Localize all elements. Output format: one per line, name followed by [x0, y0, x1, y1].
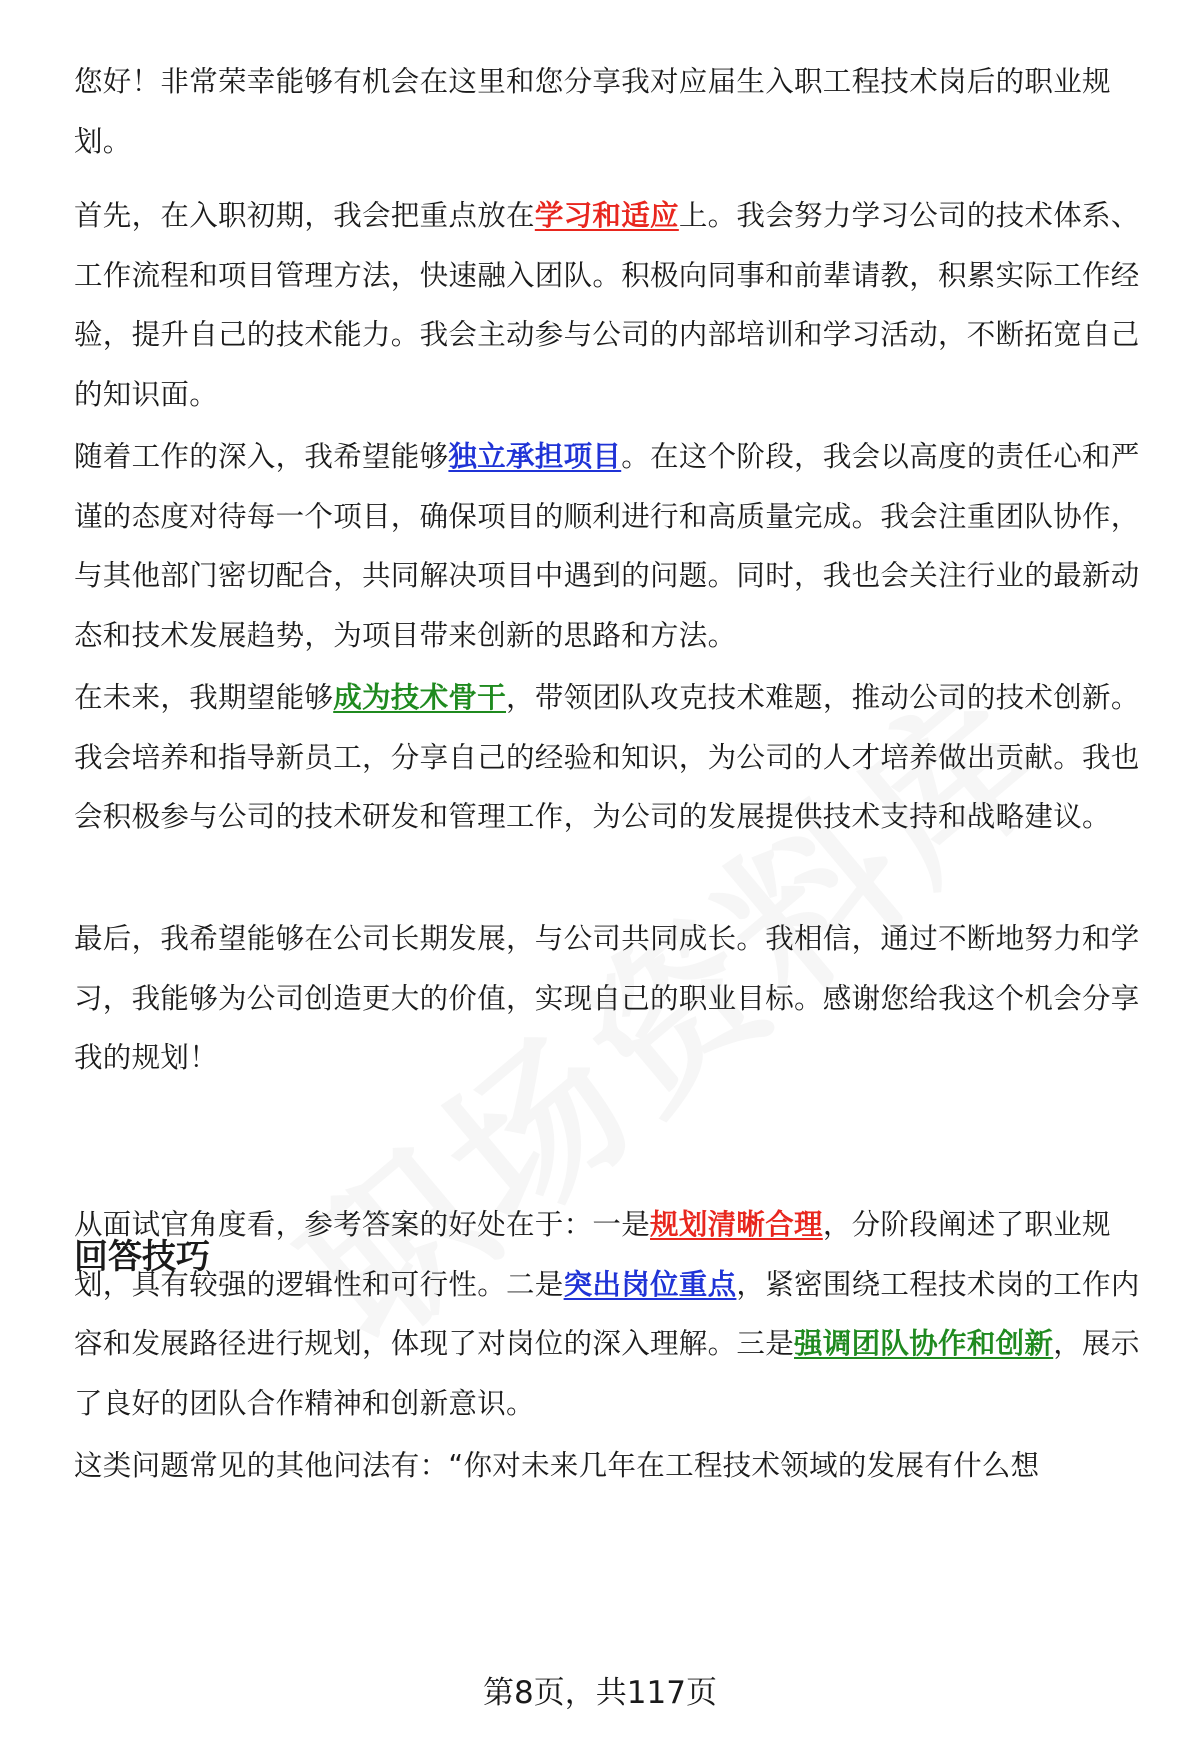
highlight-independent: 独立承担项目 — [448, 440, 622, 473]
text-segment: 首先，在入职初期，我会把重点放在 — [74, 199, 535, 232]
text-segment: 这类问题常见的其他问法有：“你对未来几年在工程技术领域的发展有什么想 — [74, 1449, 1040, 1482]
paragraph-stage-three — [74, 668, 1150, 847]
text-segment: ，分阶段阐述了职业规划，具有较强的逻辑性和可行性。二是 — [74, 1208, 1111, 1301]
paragraph-tips — [74, 1195, 1150, 1433]
paragraph-closing — [74, 909, 1150, 1088]
paragraph-stage-two — [74, 427, 1150, 665]
paragraph-other-questions — [74, 1436, 1150, 1496]
paragraph-stage-one — [74, 186, 1150, 424]
text-segment: ，紧密围绕工程技术岗的工作内容和发展路径进行规划，体现了对岗位的深入理解。三是 — [74, 1267, 1140, 1360]
text-segment: 从面试官角度看，参考答案的好处在于：一是 — [74, 1208, 651, 1241]
text-segment: 上。我会努力学习公司的技术体系、工作流程和项目管理方法，快速融入团队。积极向同事和前辈请教，积累实际工作经验，提升自己的技术能力。我会主动参与公司的内部培训和学习活动，不断拓宽自己的知识面。 — [74, 199, 1140, 411]
text-segment: 在未来，我期望能够 — [74, 681, 334, 714]
page-number: 第8页，共117页 — [483, 1675, 717, 1711]
text-segment: 。在这个阶段，我会以高度的责任心和严谨的态度对待每一个项目，确保项目的顺利进行和高质量完成。我会注重团队协作，与其他部门密切配合，共同解决项目中遇到的问题。同时，我也会关注行业的最新动态和技术发展趋势，为项目带来创新的思路和方法。 — [74, 440, 1140, 652]
text-segment: 最后，我希望能够在公司长期发展，与公司共同成长。我相信，通过不断地努力和学习，我能够为公司创造更大的价值，实现自己的职业目标。感谢您给我这个机会分享我的规划！ — [74, 922, 1140, 1074]
section-heading: 回答技巧 — [74, 1237, 210, 1277]
highlight-teamwork: 强调团队协作和创新 — [794, 1327, 1054, 1360]
highlight-job-focus: 突出岗位重点 — [563, 1267, 737, 1301]
paragraph-intro — [74, 52, 1150, 171]
text-segment: ，展示了良好的团队合作精神和创新意识。 — [74, 1327, 1140, 1420]
highlight-learning: 学习和适应 — [534, 199, 679, 232]
highlight-backbone: 成为技术骨干 — [333, 681, 507, 714]
text-segment: ，带领团队攻克技术难题，推动公司的技术创新。我会培养和指导新员工，分享自己的经验和知识，为公司的人才培养做出贡献。我也会积极参与公司的技术研发和管理工作，为公司的发展提供技术支持和战略建议。 — [74, 681, 1140, 833]
text-segment: 随着工作的深入，我希望能够 — [74, 440, 449, 473]
text-segment: 您好！非常荣幸能够有机会在这里和您分享我对应届生入职工程技术岗后的职业规划。 — [74, 65, 1111, 158]
highlight-clear-plan: 规划清晰合理 — [650, 1208, 823, 1241]
